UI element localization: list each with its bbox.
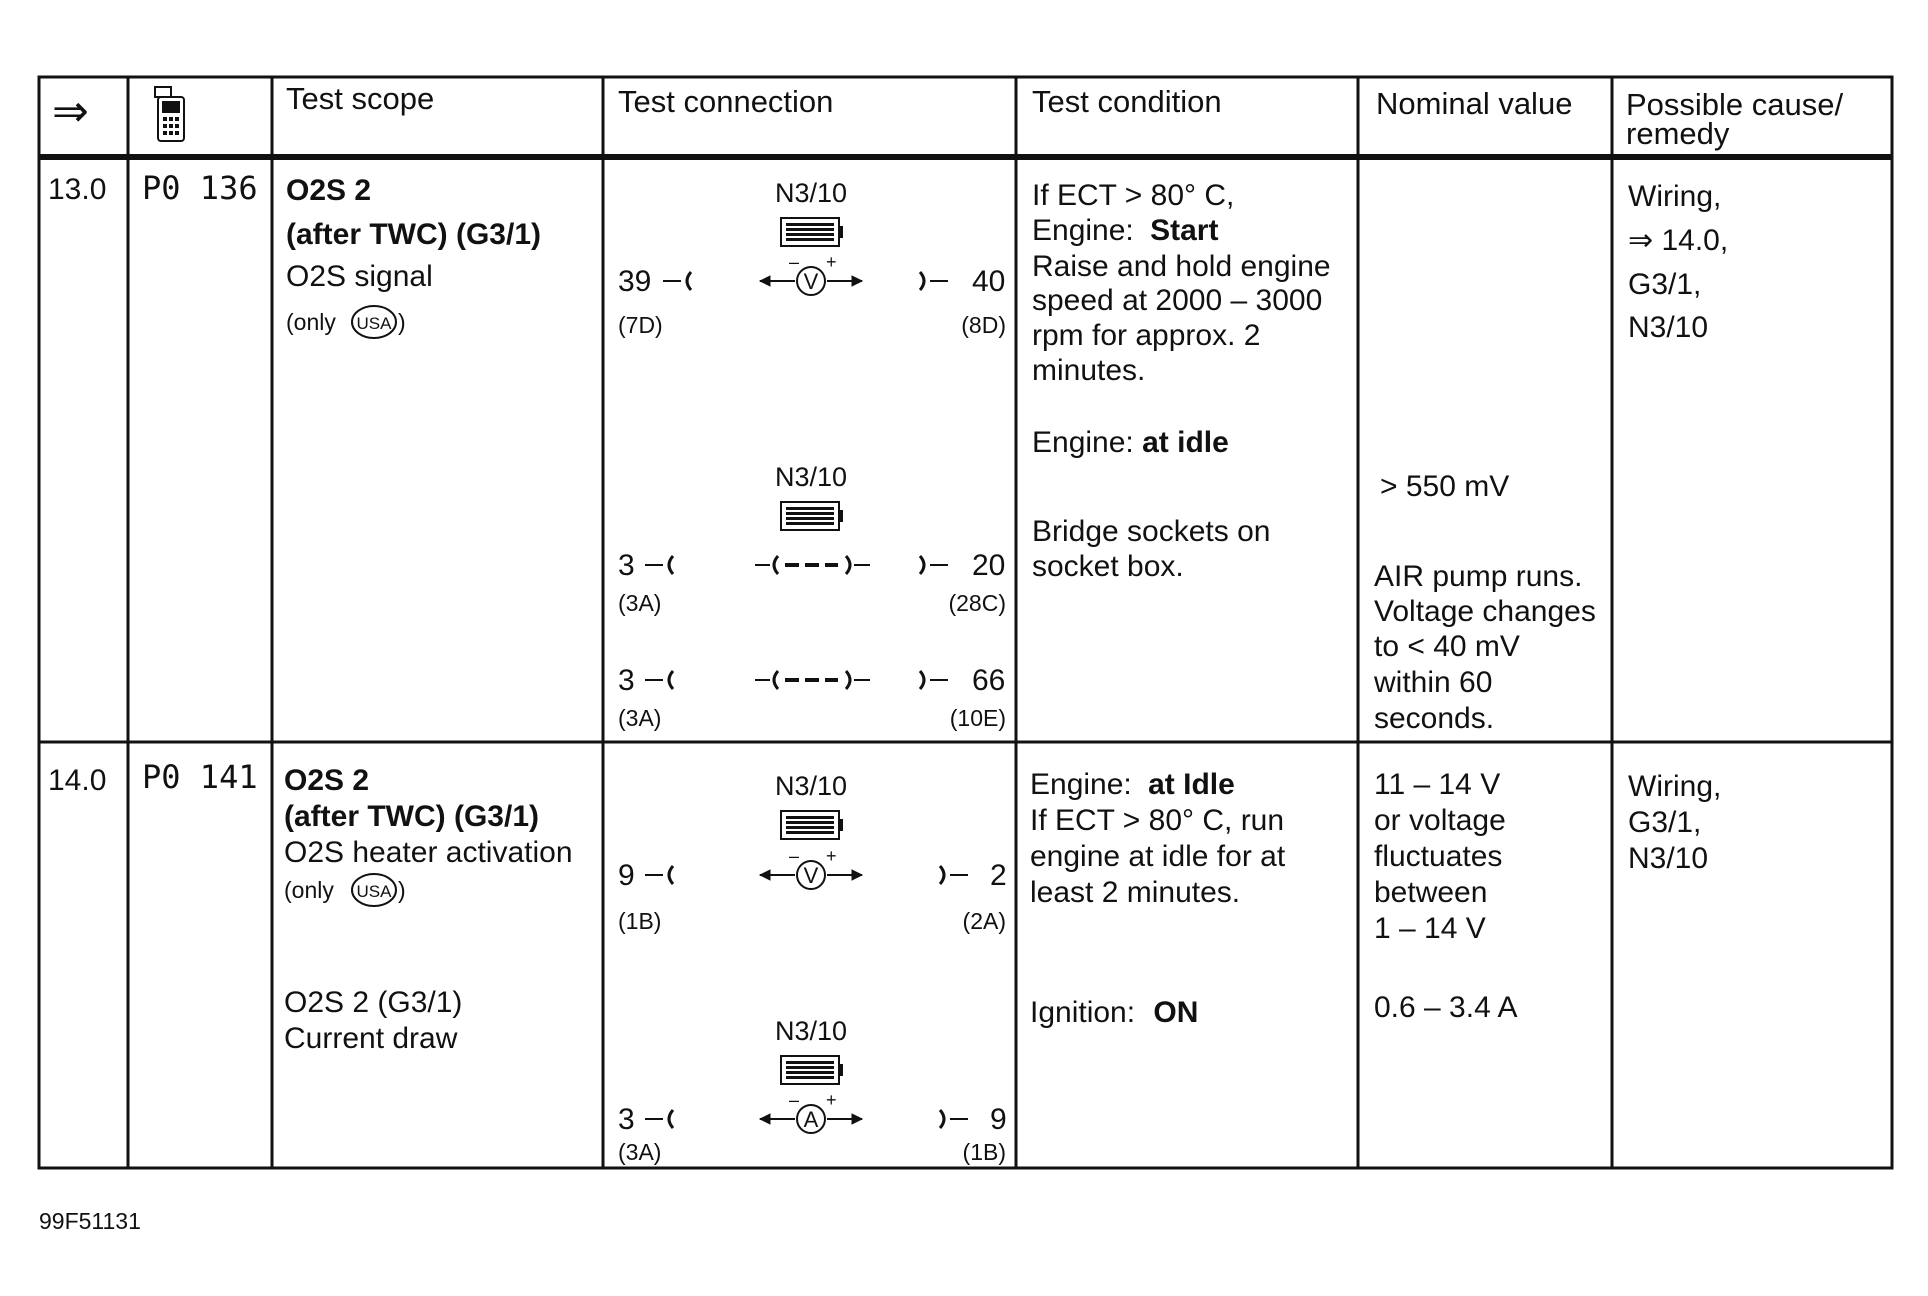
svg-text:within 60: within 60 xyxy=(1374,666,1493,699)
svg-text:1 – 14 V: 1 – 14 V xyxy=(1374,912,1486,945)
left-sub: (7D) xyxy=(618,312,663,338)
left-pin: 9 xyxy=(618,859,635,892)
header-nominal-value: Nominal value xyxy=(1376,86,1573,121)
svg-text:or voltage: or voltage xyxy=(1374,804,1506,837)
svg-text:If ECT > 80° C,: If ECT > 80° C, xyxy=(1032,179,1235,212)
svg-text:Engine: at Idle: Engine: at Idle xyxy=(1030,768,1235,801)
svg-text:11 – 14 V: 11 – 14 V xyxy=(1374,768,1501,801)
svg-text:⇒ 14.0,: ⇒ 14.0, xyxy=(1628,224,1729,257)
scope-extra-1: O2S 2 (G3/1) xyxy=(284,986,463,1019)
svg-text:USA: USA xyxy=(356,882,392,901)
svg-text:–: – xyxy=(789,252,800,272)
scope-close: ) xyxy=(398,309,406,335)
svg-text:Engine: at idle: Engine: at idle xyxy=(1032,426,1229,459)
header-test-connection: Test connection xyxy=(618,84,834,119)
svg-text:Bridge sockets on: Bridge sockets on xyxy=(1032,515,1271,548)
svg-text:V: V xyxy=(803,863,819,888)
left-sub: (3A) xyxy=(618,590,662,616)
scope-only: (only xyxy=(286,309,336,335)
bridge-icon xyxy=(755,671,870,689)
svg-text:seconds.: seconds. xyxy=(1374,702,1495,735)
svg-text:Ignition: ON: Ignition: ON xyxy=(1030,996,1199,1029)
connection-bridge xyxy=(618,462,1006,616)
header-row xyxy=(52,81,1844,151)
svg-text:fluctuates: fluctuates xyxy=(1374,840,1503,873)
scope-only: (only xyxy=(284,877,334,903)
right-sub: (28C) xyxy=(948,590,1006,616)
svg-text:engine at idle for at: engine at idle for at xyxy=(1030,840,1286,873)
usa-badge xyxy=(352,874,396,906)
fault-code: P0 141 xyxy=(142,758,258,796)
svg-text:N3/10: N3/10 xyxy=(1628,311,1709,344)
right-sub: (1B) xyxy=(962,1139,1006,1165)
scope-extra-2: Current draw xyxy=(284,1022,458,1055)
right-sub: (2A) xyxy=(962,908,1006,934)
left-sub: (1B) xyxy=(618,908,662,934)
svg-text:+: + xyxy=(826,846,837,866)
connection-voltmeter xyxy=(618,178,1006,338)
svg-text:Voltage changes: Voltage changes xyxy=(1374,595,1596,628)
svg-text:minutes.: minutes. xyxy=(1032,354,1146,387)
test-condition xyxy=(1030,768,1286,1029)
right-sub: (10E) xyxy=(949,705,1006,731)
scope-title: O2S 2 xyxy=(284,764,370,797)
left-sub: (3A) xyxy=(618,1139,662,1165)
svg-text:A: A xyxy=(803,1107,819,1132)
svg-text:V: V xyxy=(803,269,819,294)
svg-text:G3/1,: G3/1, xyxy=(1628,806,1702,839)
table-row xyxy=(48,169,1728,735)
figure-id: 99F51131 xyxy=(39,1208,141,1234)
svg-text:AIR pump runs.: AIR pump runs. xyxy=(1374,560,1583,593)
usa-badge xyxy=(352,306,396,338)
svg-text:speed at 2000 – 3000: speed at 2000 – 3000 xyxy=(1032,284,1323,317)
left-pin: 3 xyxy=(618,549,635,582)
module-label: N3/10 xyxy=(774,1016,848,1046)
svg-text:to < 40 mV: to < 40 mV xyxy=(1374,630,1520,663)
svg-text:least 2 minutes.: least 2 minutes. xyxy=(1030,876,1241,909)
svg-text:Engine: Start: Engine: Start xyxy=(1032,214,1219,247)
svg-text:+: + xyxy=(826,252,837,272)
right-pin: 40 xyxy=(972,265,1006,298)
scope-subtitle: (after TWC) (G3/1) xyxy=(284,800,539,833)
svg-text:–: – xyxy=(789,846,800,866)
svg-text:> 550 mV: > 550 mV xyxy=(1380,470,1510,503)
svg-text:+: + xyxy=(826,1090,837,1110)
svg-text:Wiring,: Wiring, xyxy=(1628,180,1722,213)
arrow-header: ⇒ xyxy=(52,87,89,136)
step-number: 13.0 xyxy=(48,173,107,206)
left-pin: 39 xyxy=(618,265,652,298)
scope-subtitle: (after TWC) (G3/1) xyxy=(286,218,541,251)
header-test-scope: Test scope xyxy=(286,81,435,116)
fault-code: P0 136 xyxy=(142,169,258,207)
svg-text:–: – xyxy=(789,1090,800,1110)
right-pin: 66 xyxy=(972,664,1006,697)
left-pin: 3 xyxy=(618,1103,635,1136)
header-remedy: remedy xyxy=(1626,116,1730,151)
right-pin: 2 xyxy=(990,859,1007,892)
svg-text:G3/1,: G3/1, xyxy=(1628,268,1702,301)
left-sub: (3A) xyxy=(618,705,662,731)
svg-text:USA: USA xyxy=(356,314,392,333)
svg-text:between: between xyxy=(1374,876,1488,909)
header-test-condition: Test condition xyxy=(1032,84,1222,119)
connection-voltmeter xyxy=(618,771,1007,934)
connection-bridge xyxy=(618,664,1006,731)
scope-signal: O2S signal xyxy=(286,260,433,293)
connection-ammeter xyxy=(618,1016,1007,1165)
svg-text:socket box.: socket box. xyxy=(1032,550,1184,583)
nominal-value xyxy=(1374,768,1517,1024)
right-pin: 9 xyxy=(990,1103,1007,1136)
svg-text:If ECT > 80° C, run: If ECT > 80° C, run xyxy=(1030,804,1285,837)
step-number: 14.0 xyxy=(48,764,107,797)
right-sub: (8D) xyxy=(961,312,1006,338)
scope-title: O2S 2 xyxy=(286,174,372,207)
table-row xyxy=(48,758,1721,1165)
possible-cause xyxy=(1628,180,1728,344)
nominal-value xyxy=(1373,470,1596,735)
scope-close: ) xyxy=(398,877,406,903)
bridge-icon xyxy=(755,556,870,574)
scope-signal: O2S heater activation xyxy=(284,836,573,869)
left-pin: 3 xyxy=(618,664,635,697)
header-possible-cause: Possible cause/ xyxy=(1626,87,1844,122)
module-label: N3/10 xyxy=(774,771,848,801)
module-label: N3/10 xyxy=(774,178,848,208)
possible-cause xyxy=(1628,770,1721,875)
svg-text:Raise and hold engine: Raise and hold engine xyxy=(1032,250,1331,283)
svg-text:N3/10: N3/10 xyxy=(1628,842,1709,875)
svg-text:Wiring,: Wiring, xyxy=(1628,770,1722,803)
test-condition xyxy=(1032,179,1331,583)
module-label: N3/10 xyxy=(774,462,848,492)
right-pin: 20 xyxy=(972,549,1006,582)
svg-text:0.6 – 3.4 A: 0.6 – 3.4 A xyxy=(1374,991,1518,1024)
svg-text:rpm for approx. 2: rpm for approx. 2 xyxy=(1032,319,1261,352)
handheld-tester-icon xyxy=(155,87,184,141)
